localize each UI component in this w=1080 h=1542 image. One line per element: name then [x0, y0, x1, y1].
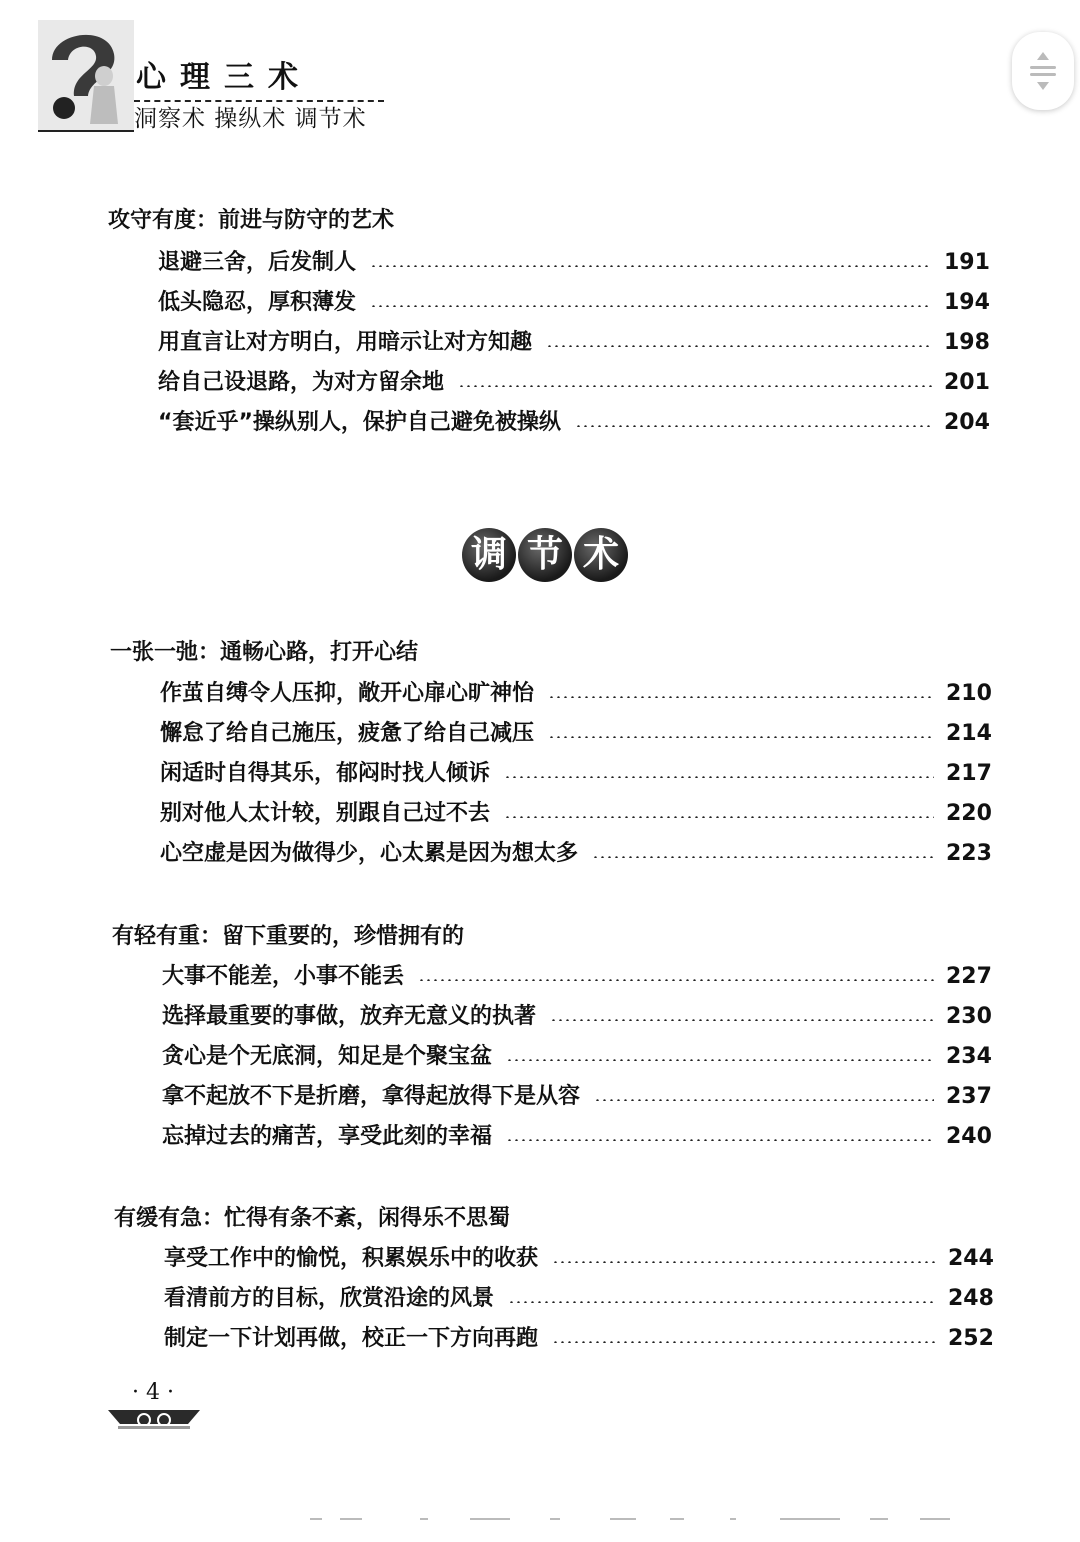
entry-page: 220 — [946, 801, 992, 826]
entry-page: 234 — [946, 1044, 992, 1069]
entry-title: 贪心是个无底洞，知足是个聚宝盆 — [162, 1044, 493, 1069]
entry-page: 198 — [944, 330, 990, 355]
entry-page: 194 — [944, 290, 990, 315]
toc-entry[interactable] — [162, 1002, 992, 1032]
entry-page: 204 — [944, 410, 990, 435]
toc-entry[interactable] — [160, 679, 992, 709]
scroll-handle-icon[interactable] — [1012, 32, 1074, 110]
scan-artifact — [310, 1514, 960, 1524]
part-title-char: 节 — [518, 528, 572, 582]
entry-page: 227 — [946, 964, 992, 989]
toc-entry[interactable] — [162, 1122, 992, 1152]
dot-leader — [458, 385, 932, 387]
entry-page: 237 — [946, 1084, 992, 1109]
entry-title: 退避三舍，后发制人 — [158, 250, 357, 275]
dot-leader — [506, 1059, 934, 1061]
entry-title: 心空虚是因为做得少，心太累是因为想太多 — [160, 841, 579, 866]
dot-leader — [508, 1301, 936, 1303]
dot-leader — [504, 776, 934, 778]
entry-title: 闲适时自得其乐，郁闷时找人倾诉 — [160, 761, 491, 786]
entry-page: 223 — [946, 841, 992, 866]
book-title: 心理三术 — [136, 60, 312, 95]
dot-leader — [370, 265, 932, 267]
toc-entry[interactable] — [160, 799, 992, 829]
toc-entry[interactable] — [158, 288, 990, 318]
entry-title: 作茧自缚令人压抑，敞开心扉心旷神怡 — [160, 681, 535, 706]
entry-title: 懈怠了给自己施压，疲惫了给自己减压 — [160, 721, 535, 746]
entry-title: 看清前方的目标，欣赏沿途的风景 — [164, 1286, 495, 1311]
section-heading: 有缓有急：忙得有条不紊，闲得乐不思蜀 — [114, 1206, 511, 1231]
entry-page: 244 — [948, 1246, 994, 1271]
toc-entry[interactable] — [160, 719, 992, 749]
header-rule — [38, 130, 134, 132]
entry-title: 给自己设退路，为对方留余地 — [158, 370, 445, 395]
toc-entry[interactable] — [158, 328, 990, 358]
toc-entry[interactable] — [164, 1244, 994, 1274]
entry-page: 214 — [946, 721, 992, 746]
toc-entry[interactable] — [162, 1042, 992, 1072]
entry-title: 低头隐忍，厚积薄发 — [158, 290, 357, 315]
dot-leader — [546, 345, 932, 347]
entry-title: 拿不起放不下是折磨，拿得起放得下是从容 — [162, 1084, 581, 1109]
entry-title: 大事不能差，小事不能丢 — [162, 964, 405, 989]
section-heading: 一张一弛：通畅心路，打开心结 — [110, 640, 419, 665]
entry-page: 191 — [944, 250, 990, 275]
entry-page: 240 — [946, 1124, 992, 1149]
entry-page: 230 — [946, 1004, 992, 1029]
dot-leader — [592, 856, 934, 858]
dot-leader — [550, 1019, 934, 1021]
section-heading: 有轻有重：留下重要的，珍惜拥有的 — [112, 924, 465, 949]
dot-leader — [548, 736, 934, 738]
part-title-char: 调 — [462, 528, 516, 582]
entry-page: 201 — [944, 370, 990, 395]
entry-title: “套近乎”操纵别人，保护自己避免被操纵 — [158, 410, 561, 435]
section-heading: 攻守有度：前进与防守的艺术 — [108, 208, 395, 233]
toc-entry[interactable] — [162, 1082, 992, 1112]
dot-leader — [575, 425, 932, 427]
dot-leader — [552, 1341, 936, 1343]
toc-entry[interactable] — [160, 759, 992, 789]
dot-leader — [418, 979, 934, 981]
toc-entry[interactable] — [162, 962, 992, 992]
toc-entry[interactable] — [160, 839, 992, 869]
dot-leader — [594, 1099, 934, 1101]
entry-title: 选择最重要的事做，放弃无意义的执著 — [162, 1004, 537, 1029]
entry-page: 210 — [946, 681, 992, 706]
page-number: · 4 · — [132, 1380, 174, 1405]
dot-leader — [552, 1261, 936, 1263]
dot-leader — [548, 696, 934, 698]
book-subtitle: 洞察术 操纵术 调节术 — [134, 100, 384, 134]
entry-title: 忘掉过去的痛苦，享受此刻的幸福 — [162, 1124, 493, 1149]
entry-page: 217 — [946, 761, 992, 786]
toc-entry[interactable] — [164, 1284, 994, 1314]
cloud-ornament-icon — [108, 1406, 200, 1432]
toc-entry[interactable] — [158, 368, 990, 398]
entry-page: 252 — [948, 1326, 994, 1351]
scroll-up-icon[interactable] — [1037, 52, 1049, 60]
toc-entry[interactable] — [158, 248, 990, 278]
entry-title: 制定一下计划再做，校正一下方向再跑 — [164, 1326, 539, 1351]
toc-entry[interactable] — [158, 408, 990, 438]
entry-title: 享受工作中的愉悦，积累娱乐中的收获 — [164, 1246, 539, 1271]
dot-leader — [504, 816, 934, 818]
dot-leader — [506, 1139, 934, 1141]
question-mark-figure-icon — [38, 20, 134, 132]
dot-leader — [370, 305, 932, 307]
toc-entry[interactable] — [164, 1324, 994, 1354]
scroll-down-icon[interactable] — [1037, 82, 1049, 90]
part-title — [462, 528, 628, 582]
part-title-char: 术 — [574, 528, 628, 582]
entry-title: 用直言让对方明白，用暗示让对方知趣 — [158, 330, 533, 355]
entry-page: 248 — [948, 1286, 994, 1311]
entry-title: 别对他人太计较，别跟自己过不去 — [160, 801, 491, 826]
